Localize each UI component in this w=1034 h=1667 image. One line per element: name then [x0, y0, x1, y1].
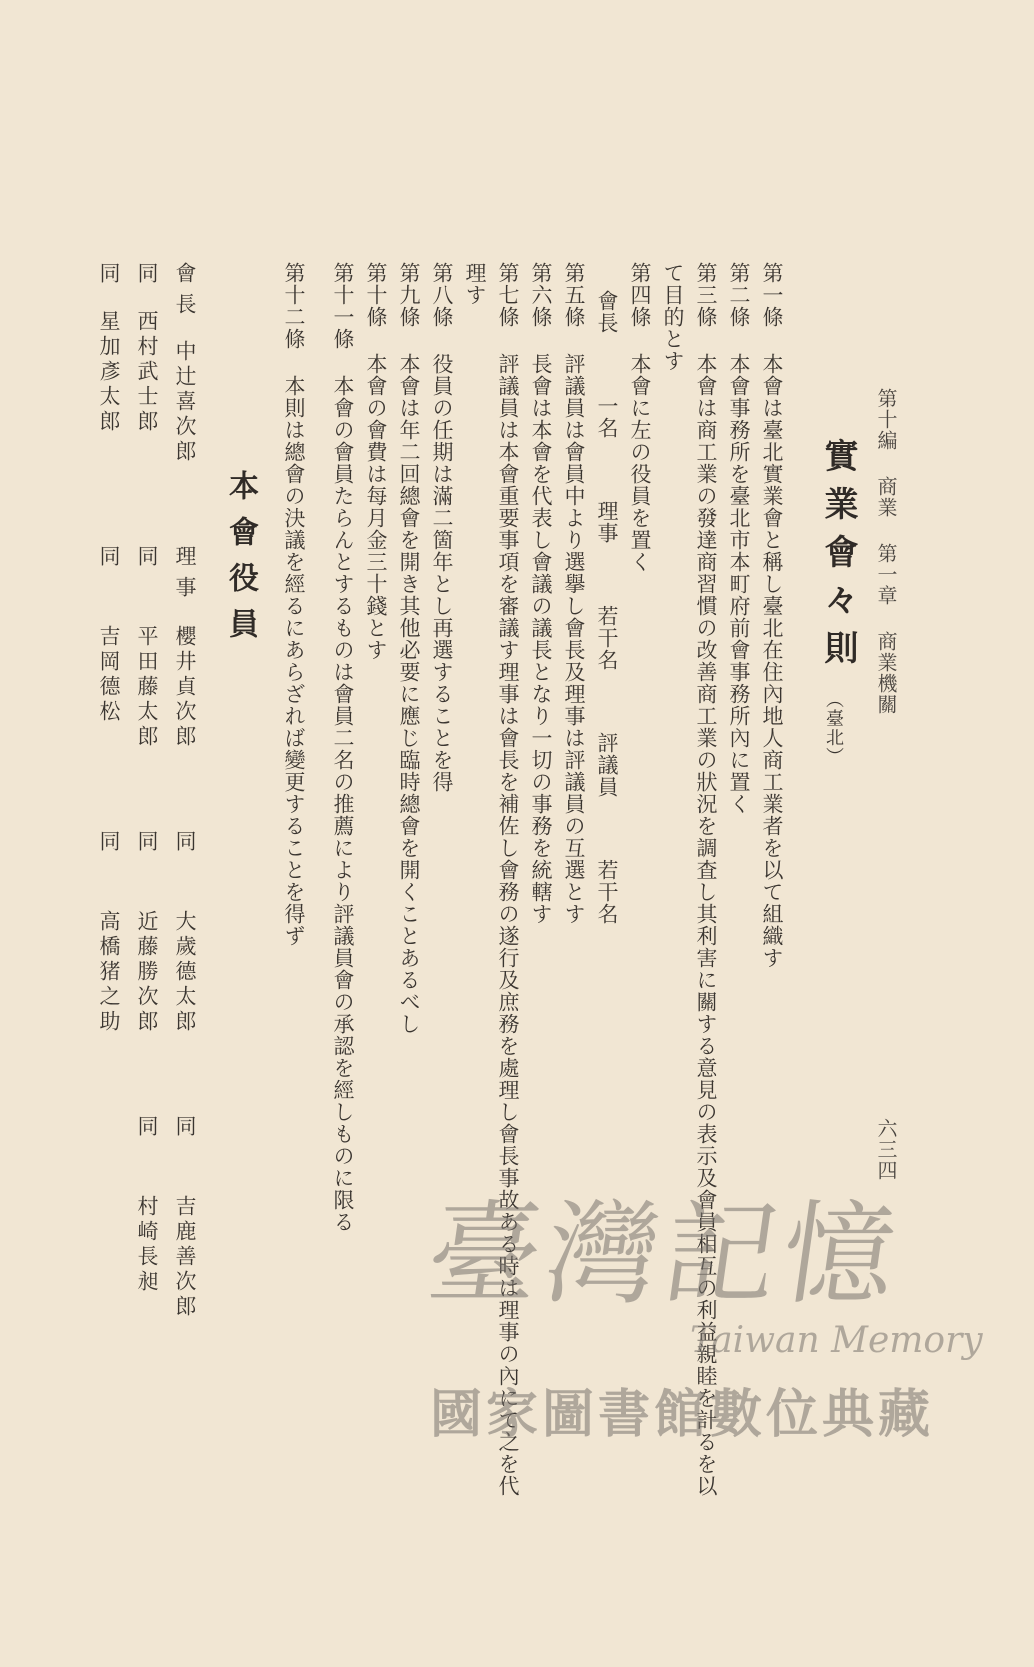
- page-number: 六三四: [874, 1118, 898, 1181]
- article-line: 第三條 本會は商工業の發達商習慣の改善商工業の狀況を調査し其利害に關する意見の表示及會員相互の利益親睦を計るを以: [694, 262, 718, 1497]
- officer-name: 高橋猪之助: [97, 910, 121, 1035]
- article-line: 第七條 評議員は本會重要事項を審議す理事は會長を補佐し會務の遂行及庶務を處理し會長事故ある時は理事の內にて之を代: [496, 262, 520, 1497]
- article-line: 第二條 本會事務所を臺北市本町府前會事務所內に置く: [727, 262, 751, 815]
- officer-name: 吉鹿善次郎: [173, 1195, 197, 1320]
- article-line: 會長 一名 理事 若干名 評議員 若干名: [595, 290, 619, 925]
- article-line: 第八條 役員の任期は滿二箇年とし再選することを得: [430, 262, 454, 793]
- article-line: て目的とす: [661, 262, 685, 372]
- watermark-english: Taiwan Memory: [690, 1320, 983, 1361]
- officer-role: 同: [97, 830, 121, 861]
- officer-role: 會長: [173, 262, 197, 324]
- officer-role: 同: [97, 545, 121, 576]
- article-line: 第九條 本會は年二回總會を開き其他必要に應じ臨時總會を開くことあるべし: [397, 262, 421, 1035]
- article-line: 第十二條 本則は總會の決議を經るにあらざれば變更することを得ず: [282, 262, 306, 947]
- watermark-logo: 臺灣記憶: [419, 1190, 910, 1320]
- officer-name: 櫻井貞次郎: [173, 625, 197, 750]
- article-line: 第十一條 本會の會員たらんとするものは會員二名の推薦により評議員會の承認を經しものに限る: [331, 262, 355, 1233]
- region-label: （臺北）: [823, 690, 844, 766]
- officer-role: 同: [135, 830, 159, 861]
- article-line: 理す: [463, 262, 487, 306]
- officers-title: 本會役員: [223, 470, 258, 654]
- officer-role: 理事: [173, 545, 197, 607]
- running-head: 第十編 商業 第一章 商業機關: [874, 388, 898, 715]
- officer-name: 星加彥太郎: [97, 310, 121, 435]
- officer-name: 近藤勝次郎: [135, 910, 159, 1035]
- officer-role: 同: [97, 262, 121, 293]
- officer-name: 吉岡德松: [97, 625, 121, 725]
- officer-role: 同: [173, 830, 197, 861]
- page-title: 實業會々則: [818, 438, 858, 678]
- officer-role: 同: [135, 262, 159, 293]
- watermark-subtitle: 國家圖書館數位典藏: [430, 1385, 935, 1445]
- officer-name: 大歲德太郎: [173, 910, 197, 1035]
- officer-name: 平田藤太郎: [135, 625, 159, 750]
- article-line: 第一條 本會は臺北實業會と稱し臺北在住內地人商工業者を以て組織す: [760, 262, 784, 969]
- article-line: 第六條 長會は本會を代表し會議の議長となり一切の事務を統轄す: [529, 262, 553, 925]
- officer-name: 中辻喜次郎: [173, 340, 197, 465]
- officer-role: 同: [135, 1115, 159, 1146]
- article-line: 第四條 本會に左の役員を置く: [628, 262, 652, 573]
- officer-role: 同: [135, 545, 159, 576]
- officer-name: 西村武士郎: [135, 310, 159, 435]
- article-line: 第五條 評議員は會員中より選擧し會長及理事は評議員の互選とす: [562, 262, 586, 925]
- article-line: 第十條 本會の會費は每月金三十錢とす: [364, 262, 388, 661]
- officer-name: 村崎長昶: [135, 1195, 159, 1295]
- officer-role: 同: [173, 1115, 197, 1146]
